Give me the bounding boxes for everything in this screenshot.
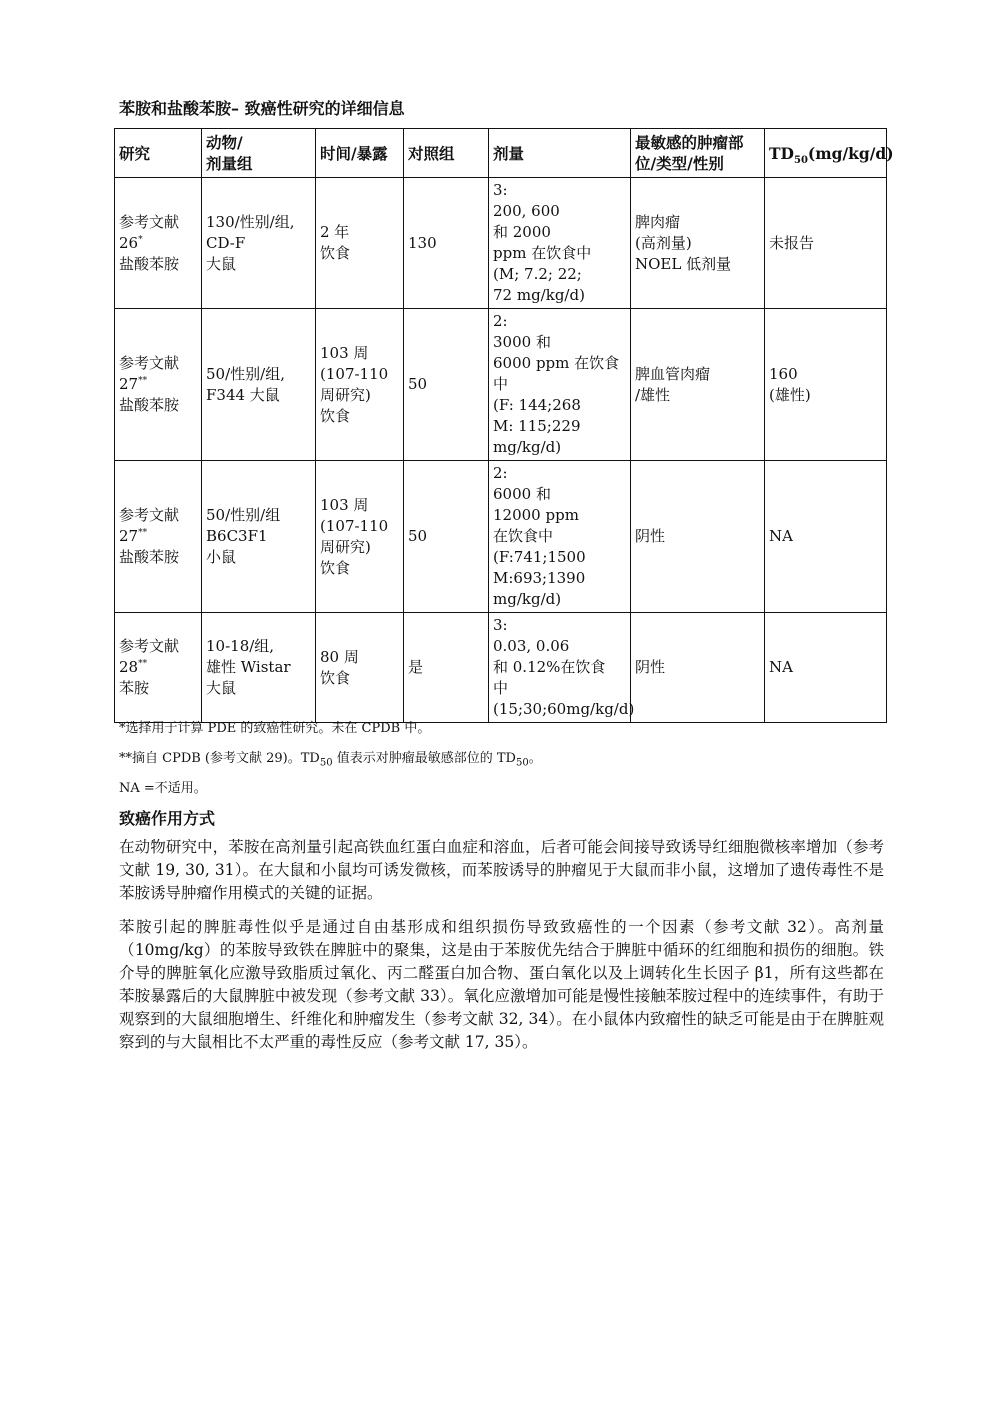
dose-line: (F:741;1500 [493,548,586,566]
study-substance: 盐酸苯胺 [119,548,180,566]
footnote-asterisk: *选择用于计算 PDE 的致癌性研究。未在 CPDB 中。 [119,721,431,736]
cell-study [115,613,202,723]
dose-line: ppm 在饮食中 [493,244,592,262]
study-ref-mark: ** [138,659,148,669]
study-ref [119,233,197,254]
animal-line: 50/性别/组 [206,506,281,524]
animal-line: 小鼠 [206,548,237,566]
table-row [115,178,887,309]
cell-dose [489,461,631,613]
td50-label: TD [769,143,794,163]
study-label: 参考文献 [119,354,180,372]
cell-dose [489,178,631,309]
cell-animal [202,613,316,723]
dose-line: 和 2000 [493,223,551,241]
duration-line: 103 周 [320,343,369,362]
cell-td50: NA [765,613,887,723]
footnote-subscript: 50 [515,757,529,769]
cell-site [631,461,765,613]
footnote-text: 。 [528,751,542,766]
animal-line: 大鼠 [206,254,237,273]
cell-control: 50 [404,461,489,613]
footnote-text: 值表示对肿瘤最敏感部位的 TD [332,751,516,766]
animal-line: B6C3F1 [206,527,268,545]
duration-line: (107-110 [320,516,389,535]
dose-line: M:693;1390 [493,569,586,587]
footnote-text: **摘自 CPDB (参考文献 29)。TD [119,751,320,766]
animal-line: 130/性别/组, [206,212,295,231]
study-ref-mark: ** [138,528,148,538]
cell-duration [316,178,404,309]
cell-duration [316,613,404,723]
dose-line: (15;30;60mg/kg/d) [493,700,635,718]
dose-line: 3000 和 [493,333,551,351]
header-animal-line: 动物/ [206,133,243,152]
animal-line: F344 大鼠 [206,385,280,404]
header-study: 研究 [115,129,202,178]
study-ref-number: 27 [119,375,139,393]
animal-line: 10-18/组, [206,637,275,655]
study-ref-mark: * [138,234,143,245]
cell-duration [316,461,404,613]
study-substance: 苯胺 [119,679,150,697]
cell-dose [489,613,635,723]
dose-line: 72 mg/kg/d) [493,286,585,304]
dose-line: 中 [493,375,509,393]
cell-td50: NA [765,461,887,613]
animal-line: 大鼠 [206,679,237,697]
table-row [115,309,887,461]
header-td50 [765,129,894,178]
animal-line: 50/性别/组, [206,364,285,383]
animal-line: 雄性 Wistar [206,658,291,676]
table-row [115,613,887,723]
header-dose: 剂量 [489,129,631,178]
cell-duration [316,309,404,461]
dose-line: M: 115;229 [493,417,581,435]
dose-line: 2: [493,312,508,330]
duration-line: 饮食 [320,558,351,577]
study-label: 参考文献 [119,212,180,231]
header-animal-line: 剂量组 [206,154,253,173]
study-label: 参考文献 [119,506,180,524]
site-line: 脾肉瘤 [635,212,681,231]
table-title: 苯胺和盐酸苯胺– 致癌性研究的详细信息 [119,99,405,118]
cell-td50: 未报告 [765,178,887,309]
cell-animal [202,178,316,309]
study-label: 参考文献 [119,637,180,655]
footnote-na: NA =不适用。 [119,781,207,796]
duration-line: 80 周 [320,647,359,666]
table-header-row [115,129,887,178]
site-line: 脾血管肉瘤 [635,364,711,383]
header-control: 对照组 [404,129,489,178]
cell-site [631,613,765,723]
duration-line: 103 周 [320,495,369,514]
animal-line: CD-F [206,233,246,252]
section-heading: 致癌作用方式 [119,809,216,828]
site-line: 阴性 [635,527,666,545]
paragraph-1: 在动物研究中，苯胺在高剂量引起高铁血红蛋白血症和溶血，后者可能会间接导致诱导红细胞微核率增加（参考文献 19, 30, 31）。在大鼠和小鼠均可诱发微核，而苯胺诱导的肿瘤见于大鼠而非小鼠，这增加了遗传毒性不是苯胺诱导肿瘤作用模式的关键的证据。 [119,838,884,902]
cell-study [115,178,202,309]
dose-line: 12000 ppm [493,506,579,524]
header-site-line: 最敏感的肿瘤部 [635,133,744,152]
dose-line: mg/kg/d) [493,590,562,608]
cell-site [631,178,765,309]
dose-line: 2: [493,464,508,482]
cell-animal [202,461,316,613]
dose-line: 3: [493,181,508,199]
site-line: (高剂量) [635,233,692,252]
header-site-line: 位/类型/性别 [635,154,724,173]
study-ref [119,657,197,678]
study-substance: 盐酸苯胺 [119,254,180,273]
dose-line: 6000 和 [493,485,551,503]
td50-subscript: 50 [793,154,808,166]
duration-line: 饮食 [320,244,351,262]
cell-control: 是 [404,613,489,723]
table-row [115,461,887,613]
site-line: /雄性 [635,385,671,404]
footnote-subscript: 50 [319,757,333,769]
duration-line: (107-110 [320,364,389,383]
cell-study [115,461,202,613]
duration-line: 饮食 [320,406,351,425]
study-ref-number: 27 [119,527,139,545]
td50-line: (雄性) [769,385,811,404]
dose-line: 0.03, 0.06 [493,637,570,655]
duration-line: 周研究) [320,385,371,404]
duration-line: 饮食 [320,668,351,687]
cell-animal [202,309,316,461]
cell-study [115,309,202,461]
dose-line: 和 0.12%在饮食 [493,658,606,676]
header-site [631,129,765,178]
dose-line: 200, 600 [493,202,560,220]
cell-control: 50 [404,309,489,461]
carcinogenicity-table [114,128,894,723]
dose-line: 3: [493,616,508,634]
dose-line: mg/kg/d) [493,438,562,456]
duration-line: 2 年 [320,223,350,241]
td50-unit: (mg/kg/d) [807,143,894,163]
header-duration: 时间/暴露 [316,129,404,178]
study-ref-mark: ** [138,376,148,386]
header-animal [202,129,316,178]
study-ref-number: 26 [119,233,139,252]
dose-line: 中 [493,679,509,697]
cell-site [631,309,765,461]
site-line: NOEL 低剂量 [635,254,732,273]
study-ref-number: 28 [119,658,139,676]
site-line: 阴性 [635,658,666,676]
td50-line: 160 [769,364,798,383]
cell-td50 [765,309,887,461]
duration-line: 周研究) [320,537,371,556]
dose-line: 6000 ppm 在饮食 [493,354,620,372]
study-substance: 盐酸苯胺 [119,396,180,414]
cell-control: 130 [404,178,489,309]
footnote-double-asterisk [119,747,542,769]
dose-line: 在饮食中 [493,527,554,545]
dose-line: (F: 144;268 [493,396,581,414]
paragraph-2: 苯胺引起的脾脏毒性似乎是通过自由基形成和组织损伤导致致癌性的一个因素（参考文献 32）。高剂量（10mg/kg）的苯胺导致铁在脾脏中的聚集，这是由于苯胺优先结合于脾脏中循环的红细胞和损伤的细胞。铁介导的脾脏氧化应激导致脂质过氧化、丙二醛蛋白加合物、蛋白氧化以及上调转化生长因子 β1，所有这些都在苯胺暴露后的大鼠脾脏中被发现（参考文献 33）。氧化应激增加可能是慢性接触苯胺过程中的连续事件，有助于观察到的大鼠细胞增生、纤维化和肿瘤发生（参考文献 32, 34）。在小鼠体内致瘤性的缺乏可能是由于在脾脏观察到的与大鼠相比不太严重的毒性反应（参考文献 17, 35）。 [119,918,884,1051]
study-ref [119,374,197,395]
study-ref [119,526,197,547]
dose-line: (M; 7.2; 22; [493,265,582,283]
cell-dose [489,309,631,461]
